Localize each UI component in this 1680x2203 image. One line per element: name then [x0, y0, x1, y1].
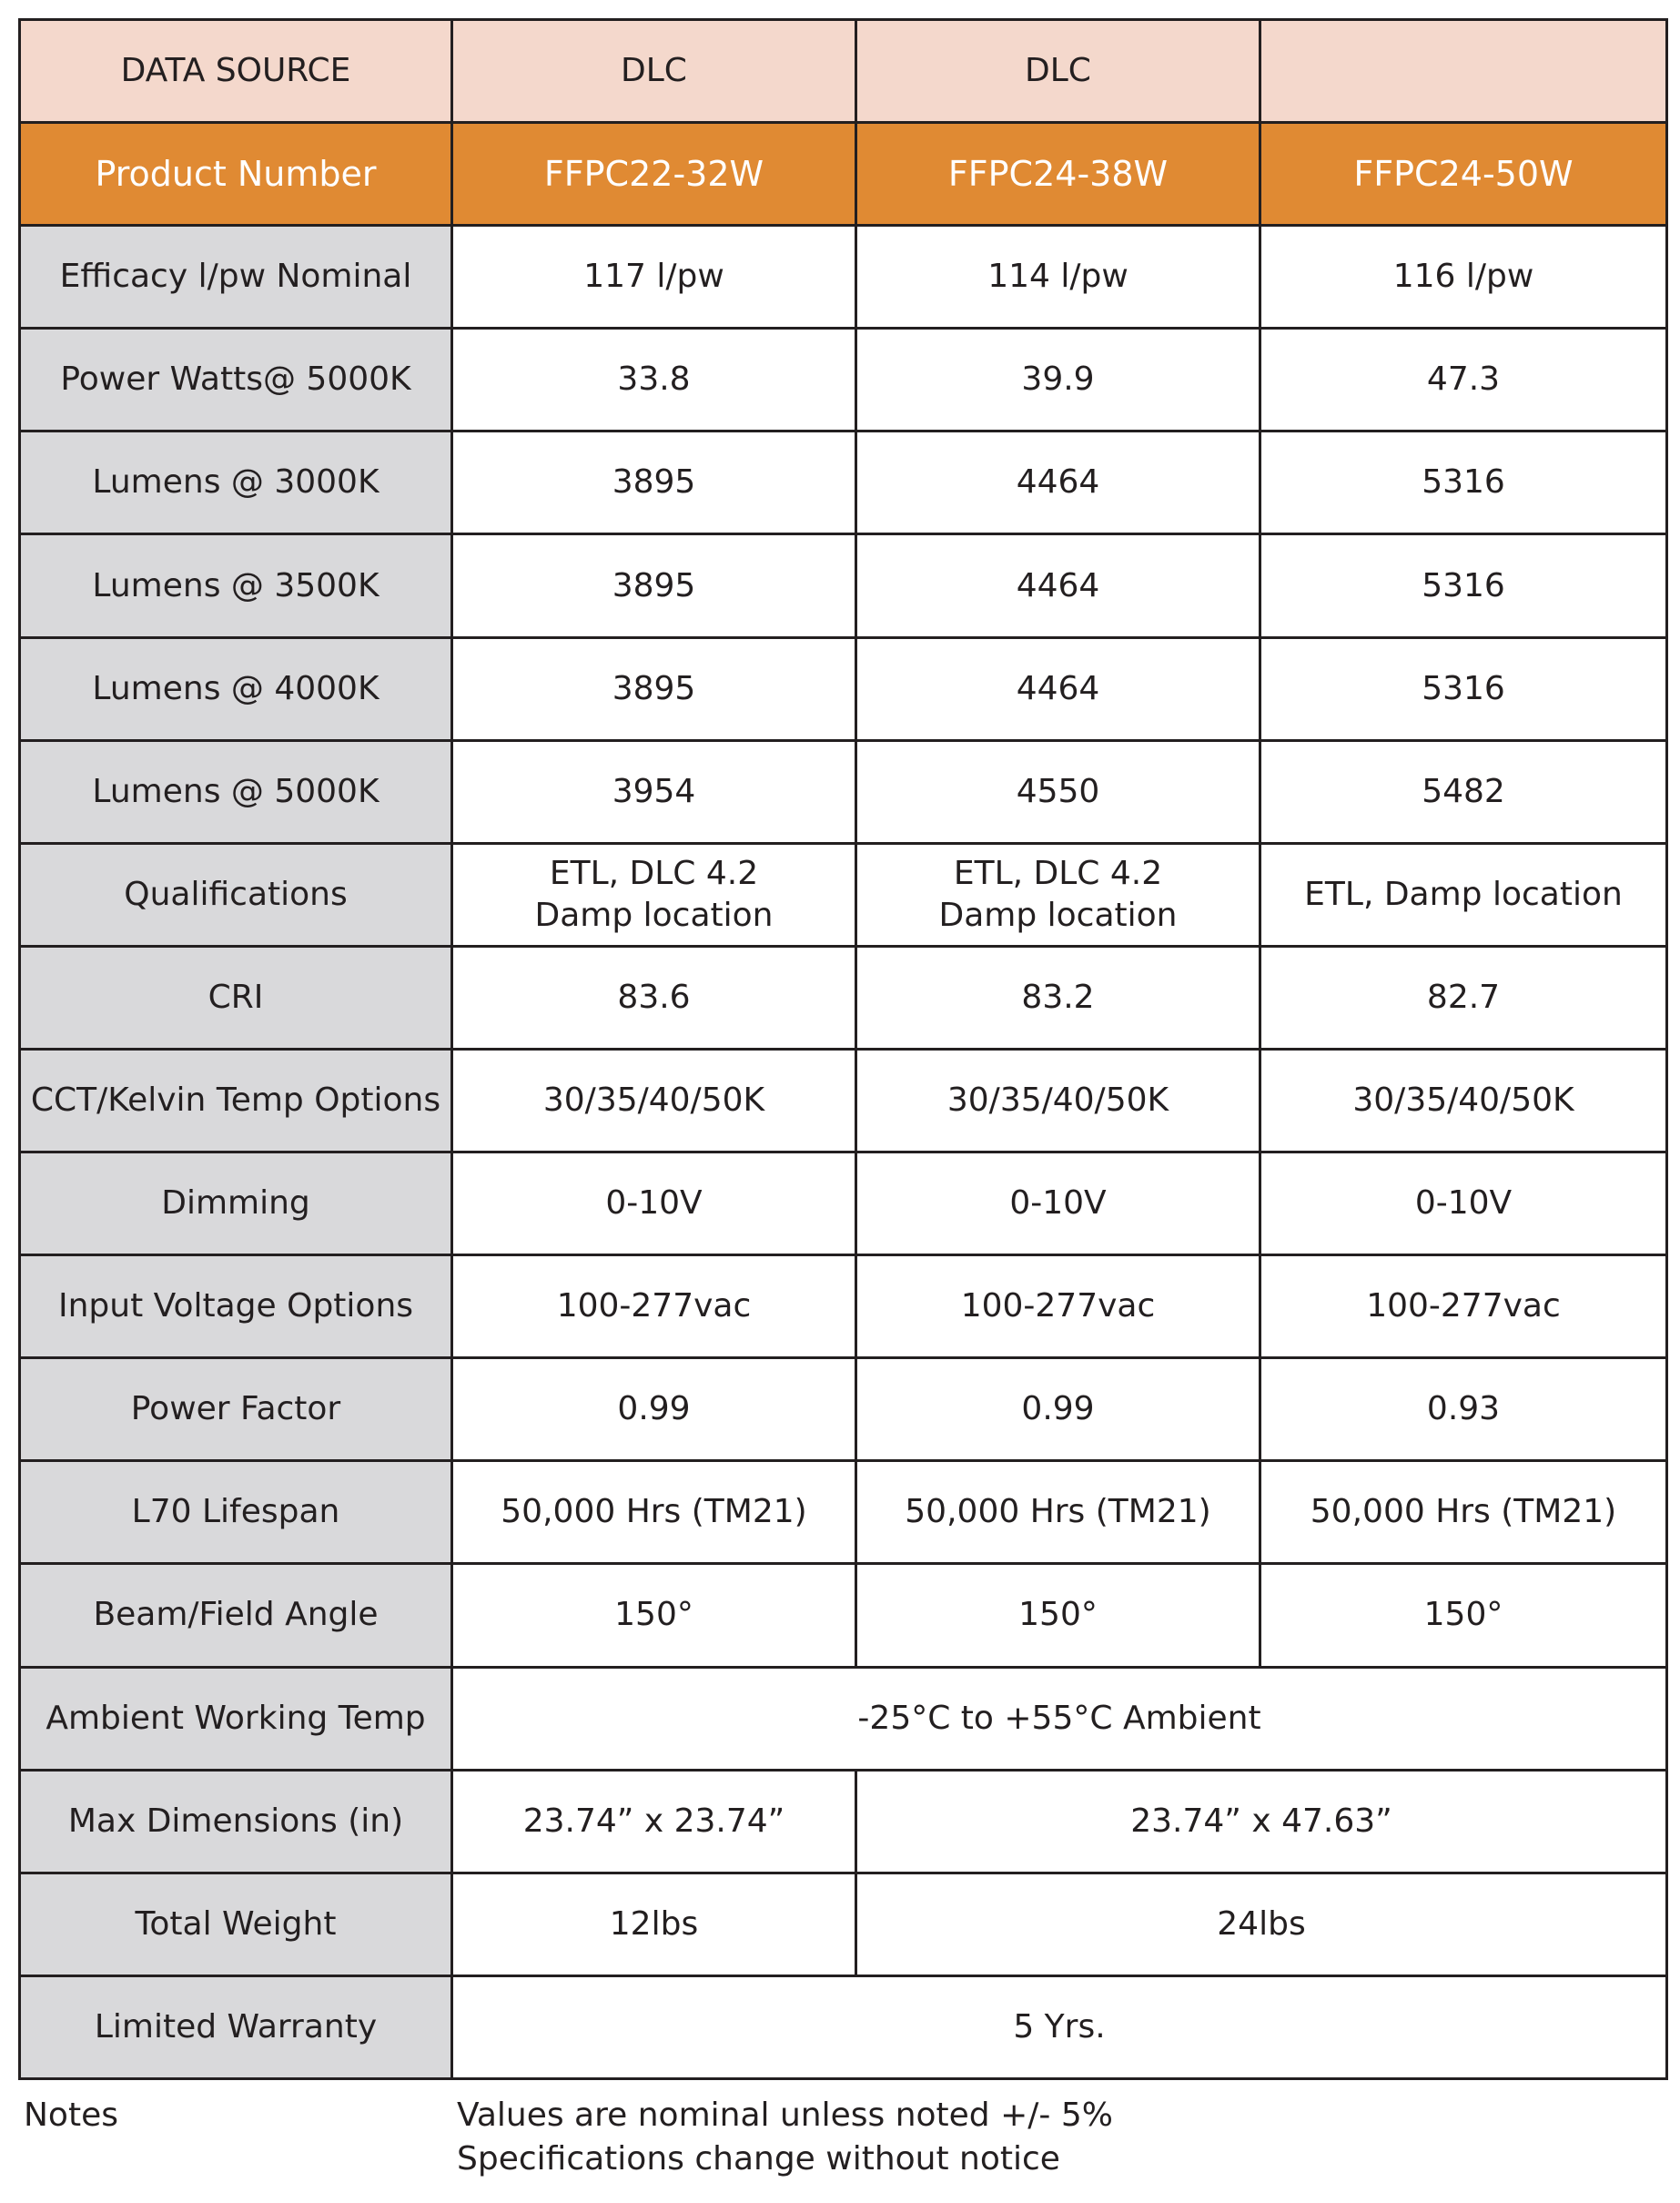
- input-voltage-row: [20, 1255, 1667, 1358]
- beam-angle-col1: 150°: [452, 1564, 856, 1667]
- lumens-4000-label: Lumens @ 4000K: [20, 637, 452, 740]
- dimming-col3: 0-10V: [1260, 1152, 1667, 1255]
- lumens-5000-label: Lumens @ 5000K: [20, 740, 452, 843]
- data-source-label: DATA SOURCE: [20, 20, 452, 123]
- total-weight-col23: 24lbs: [856, 1873, 1667, 1975]
- efficacy-col3: 116 l/pw: [1260, 226, 1667, 329]
- lumens-5000-row: [20, 740, 1667, 843]
- beam-angle-col3: 150°: [1260, 1564, 1667, 1667]
- lumens-3000-row: [20, 431, 1667, 534]
- qualifications-col2-line1: ETL, DLC 4.2: [953, 854, 1163, 892]
- dimming-col1: 0-10V: [452, 1152, 856, 1255]
- warranty-row: [20, 1975, 1667, 2078]
- product-number-col3: FFPC24-50W: [1260, 123, 1667, 226]
- power-factor-row: [20, 1358, 1667, 1461]
- cri-col1: 83.6: [452, 946, 856, 1049]
- cri-row: [20, 946, 1667, 1049]
- max-dimensions-col1: 23.74” x 23.74”: [452, 1770, 856, 1873]
- cct-row: [20, 1049, 1667, 1152]
- product-number-row: [20, 123, 1667, 226]
- max-dimensions-col23: 23.74” x 47.63”: [856, 1770, 1667, 1873]
- qualifications-col2: [856, 843, 1260, 946]
- qualifications-col3: ETL, Damp location: [1260, 843, 1667, 946]
- lumens-3500-col2: 4464: [856, 534, 1260, 637]
- cct-label: CCT/Kelvin Temp Options: [20, 1049, 452, 1152]
- lumens-3000-col2: 4464: [856, 431, 1260, 534]
- efficacy-col1: 117 l/pw: [452, 226, 856, 329]
- l70-lifespan-label: L70 Lifespan: [20, 1461, 452, 1564]
- lumens-4000-col2: 4464: [856, 637, 1260, 740]
- qualifications-col1: [452, 843, 856, 946]
- l70-lifespan-row: [20, 1461, 1667, 1564]
- beam-angle-label: Beam/Field Angle: [20, 1564, 452, 1667]
- input-voltage-label: Input Voltage Options: [20, 1255, 452, 1358]
- data-source-col3: [1260, 20, 1667, 123]
- dimming-col2: 0-10V: [856, 1152, 1260, 1255]
- power-watts-row: [20, 329, 1667, 431]
- product-number-col2: FFPC24-38W: [856, 123, 1260, 226]
- notes-text: [457, 2094, 1113, 2181]
- l70-lifespan-col2: 50,000 Hrs (TM21): [856, 1461, 1260, 1564]
- notes-line-1: Values are nominal unless noted +/- 5%: [457, 2096, 1113, 2134]
- max-dimensions-row: [20, 1770, 1667, 1873]
- efficacy-col2: 114 l/pw: [856, 226, 1260, 329]
- ambient-temp-label: Ambient Working Temp: [20, 1667, 452, 1770]
- lumens-5000-col3: 5482: [1260, 740, 1667, 843]
- lumens-3000-col1: 3895: [452, 431, 856, 534]
- cri-col3: 82.7: [1260, 946, 1667, 1049]
- lumens-3500-col1: 3895: [452, 534, 856, 637]
- power-watts-col3: 47.3: [1260, 329, 1667, 431]
- total-weight-label: Total Weight: [20, 1873, 452, 1975]
- power-watts-label: Power Watts@ 5000K: [20, 329, 452, 431]
- lumens-3500-col3: 5316: [1260, 534, 1667, 637]
- beam-angle-col2: 150°: [856, 1564, 1260, 1667]
- product-number-col1: FFPC22-32W: [452, 123, 856, 226]
- ambient-temp-value: -25°C to +55°C Ambient: [452, 1667, 1667, 1770]
- lumens-4000-col3: 5316: [1260, 637, 1667, 740]
- lumens-3000-label: Lumens @ 3000K: [20, 431, 452, 534]
- power-factor-col2: 0.99: [856, 1358, 1260, 1461]
- max-dimensions-label: Max Dimensions (in): [20, 1770, 452, 1873]
- power-watts-col1: 33.8: [452, 329, 856, 431]
- cct-col1: 30/35/40/50K: [452, 1049, 856, 1152]
- warranty-label: Limited Warranty: [20, 1975, 452, 2078]
- qualifications-col2-line2: Damp location: [938, 896, 1178, 934]
- total-weight-row: [20, 1873, 1667, 1975]
- dimming-label: Dimming: [20, 1152, 452, 1255]
- qualifications-col1-line2: Damp location: [534, 896, 774, 934]
- spec-table: [18, 18, 1668, 2080]
- l70-lifespan-col3: 50,000 Hrs (TM21): [1260, 1461, 1667, 1564]
- efficacy-row: [20, 226, 1667, 329]
- beam-angle-row: [20, 1564, 1667, 1667]
- cct-col2: 30/35/40/50K: [856, 1049, 1260, 1152]
- lumens-4000-row: [20, 637, 1667, 740]
- cct-col3: 30/35/40/50K: [1260, 1049, 1667, 1152]
- data-source-row: [20, 20, 1667, 123]
- lumens-5000-col1: 3954: [452, 740, 856, 843]
- dimming-row: [20, 1152, 1667, 1255]
- lumens-5000-col2: 4550: [856, 740, 1260, 843]
- notes-label: Notes: [24, 2096, 118, 2134]
- data-source-col1: DLC: [452, 20, 856, 123]
- l70-lifespan-col1: 50,000 Hrs (TM21): [452, 1461, 856, 1564]
- power-factor-col1: 0.99: [452, 1358, 856, 1461]
- notes-line-2: Specifications change without notice: [457, 2140, 1060, 2178]
- qualifications-col1-line1: ETL, DLC 4.2: [549, 854, 759, 892]
- warranty-value: 5 Yrs.: [452, 1975, 1667, 2078]
- lumens-3000-col3: 5316: [1260, 431, 1667, 534]
- lumens-3500-label: Lumens @ 3500K: [20, 534, 452, 637]
- ambient-temp-row: [20, 1667, 1667, 1770]
- total-weight-col1: 12lbs: [452, 1873, 856, 1975]
- data-source-col2: DLC: [856, 20, 1260, 123]
- input-voltage-col1: 100-277vac: [452, 1255, 856, 1358]
- power-factor-col3: 0.93: [1260, 1358, 1667, 1461]
- efficacy-label: Efficacy l/pw Nominal: [20, 226, 452, 329]
- lumens-3500-row: [20, 534, 1667, 637]
- input-voltage-col3: 100-277vac: [1260, 1255, 1667, 1358]
- qualifications-label: Qualifications: [20, 843, 452, 946]
- power-watts-col2: 39.9: [856, 329, 1260, 431]
- cri-col2: 83.2: [856, 946, 1260, 1049]
- product-number-label: Product Number: [20, 123, 452, 226]
- qualifications-row: [20, 843, 1667, 946]
- cri-label: CRI: [20, 946, 452, 1049]
- lumens-4000-col1: 3895: [452, 637, 856, 740]
- power-factor-label: Power Factor: [20, 1358, 452, 1461]
- input-voltage-col2: 100-277vac: [856, 1255, 1260, 1358]
